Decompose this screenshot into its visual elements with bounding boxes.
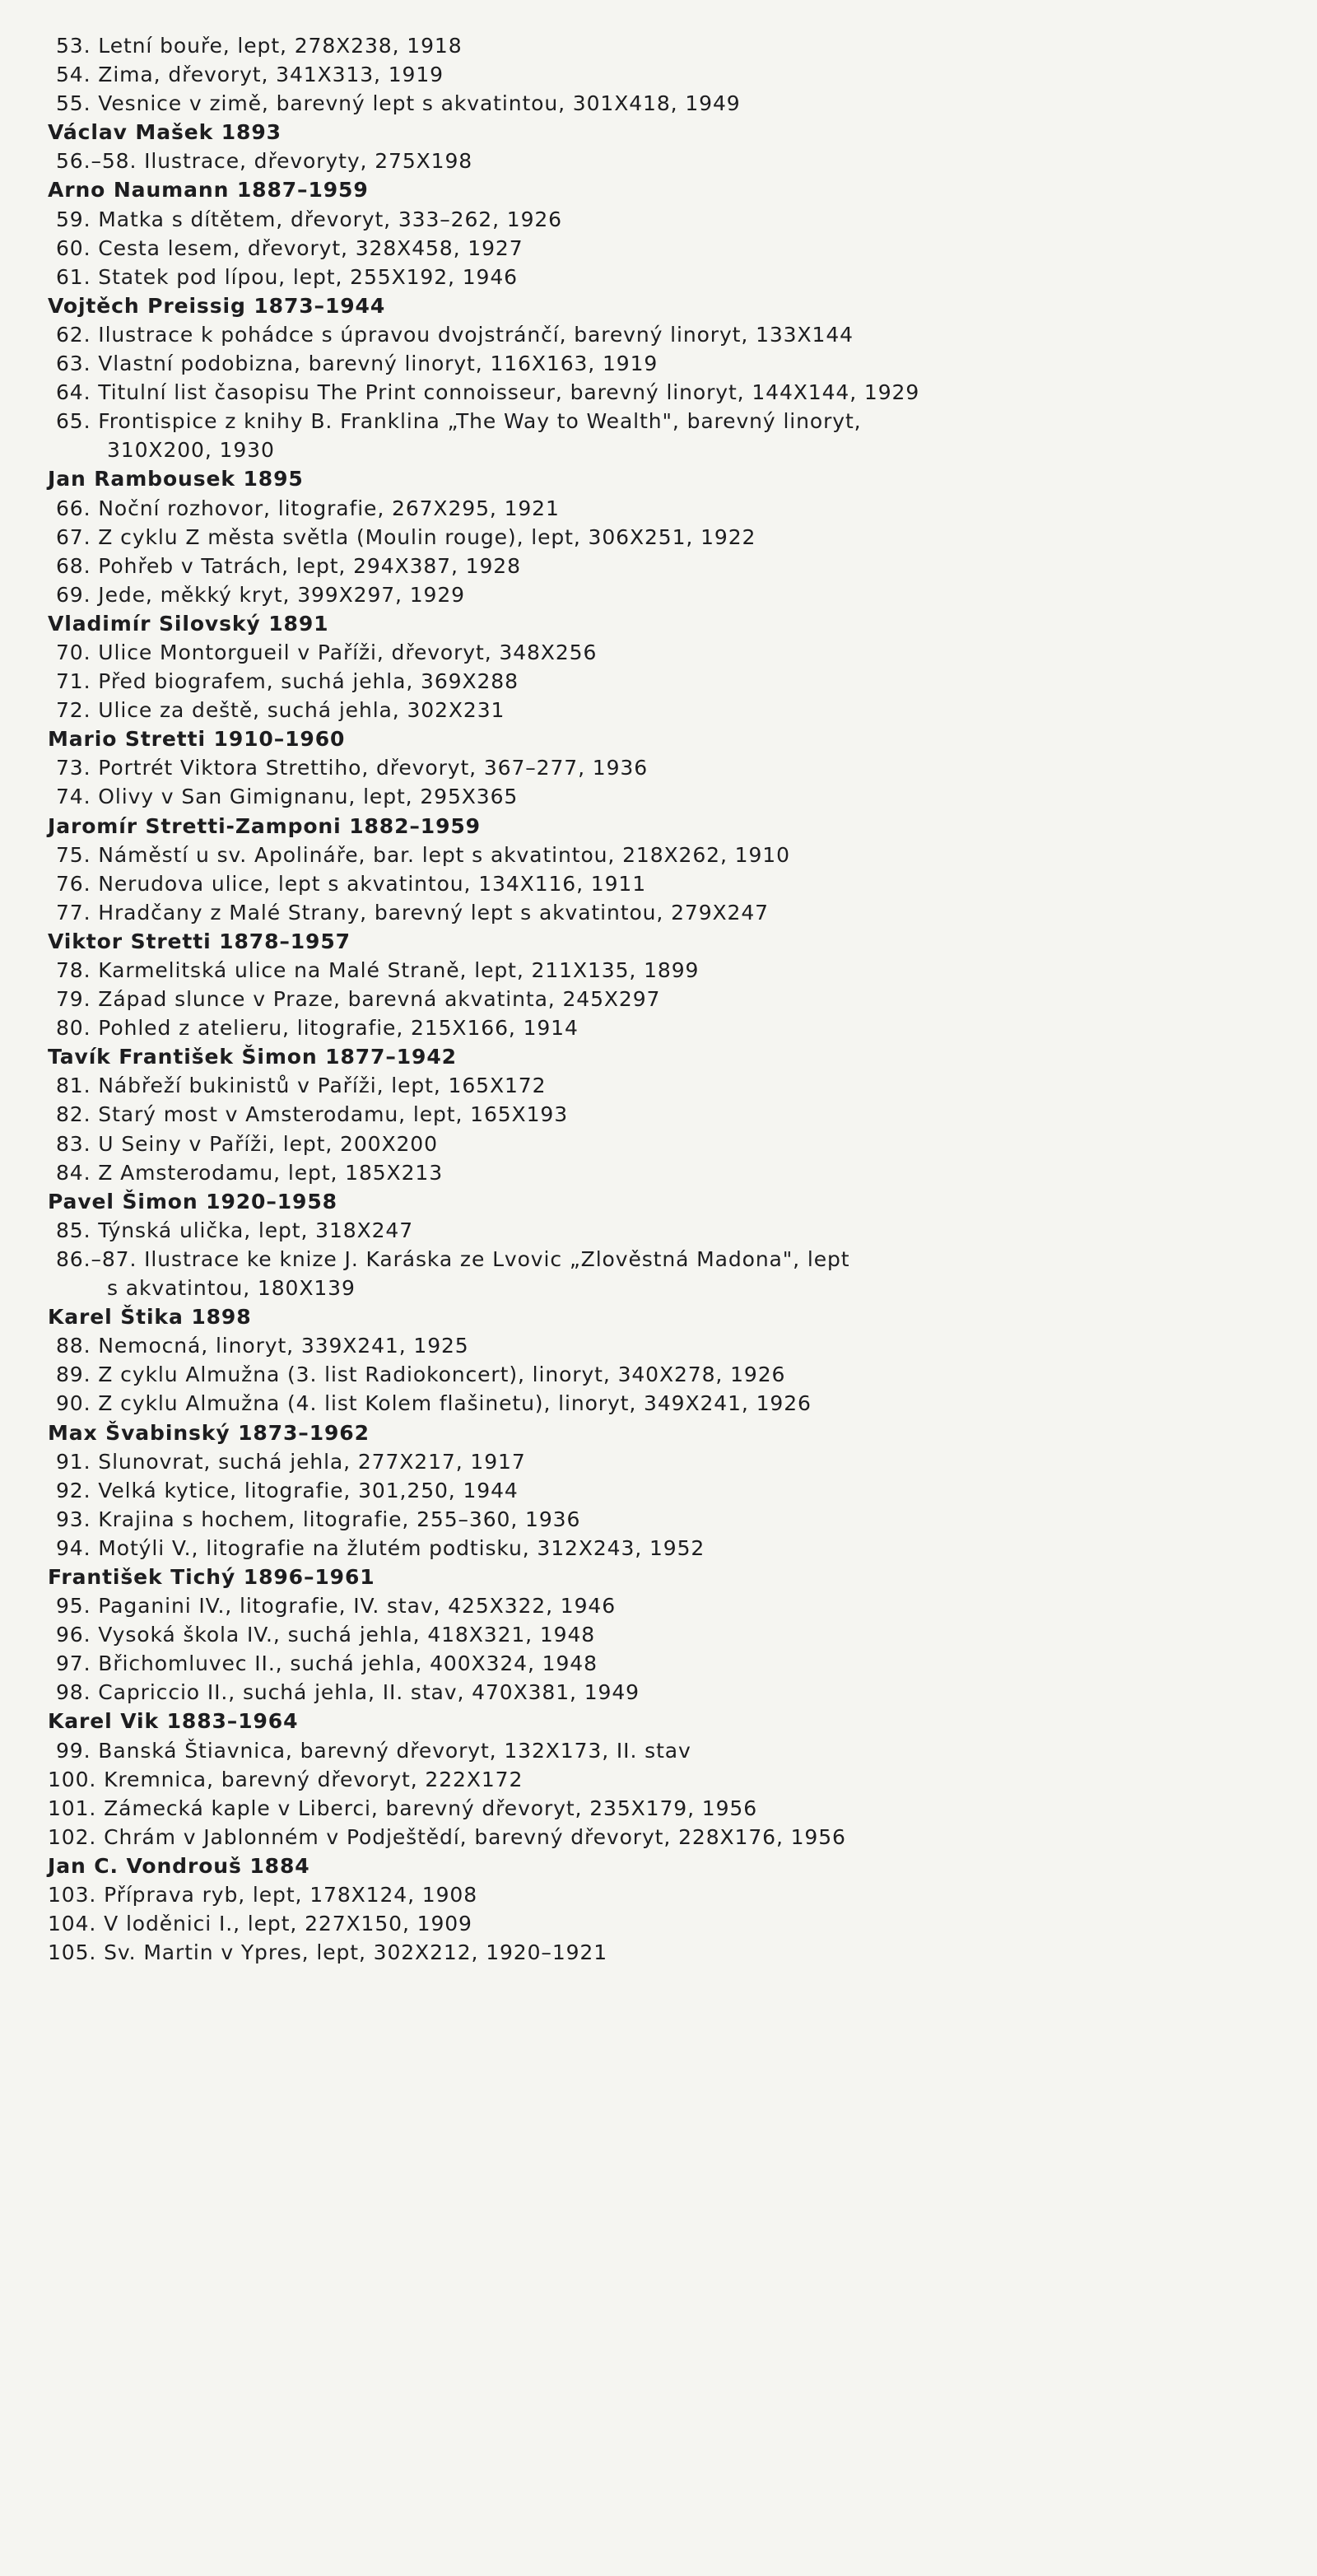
catalogue-entry: 63. Vlastní podobizna, barevný linoryt, 116X163, 1919 xyxy=(56,352,658,376)
catalogue-entry: 79. Západ slunce v Praze, barevná akvatinta, 245X297 xyxy=(56,987,661,1012)
catalogue-entry: 102. Chrám v Jablonném v Podještědí, barevný dřevoryt, 228X176, 1956 xyxy=(48,1824,846,1849)
catalogue-entry: 59. Matka s dítětem, dřevoryt, 333–262, 1926 xyxy=(56,207,562,231)
catalogue-entry: 74. Olivy v San Gimignanu, lept, 295X365 xyxy=(56,785,519,809)
catalogue-entry: 71. Před biografem, suchá jehla, 369X288 xyxy=(56,669,519,694)
catalogue-entry: 85. Týnská ulička, lept, 318X247 xyxy=(56,1218,414,1242)
artist-heading: Vojtěch Preissig 1873–1944 xyxy=(48,293,386,318)
catalogue-entry: 75. Náměstí u sv. Apolináře, bar. lept s akvatintou, 218X262, 1910 xyxy=(56,842,790,867)
catalogue-entry: 61. Statek pod lípou, lept, 255X192, 1946 xyxy=(56,264,518,289)
catalogue-entry: 95. Paganini IV., litografie, IV. stav, 425X322, 1946 xyxy=(56,1594,617,1619)
catalogue-entry: 77. Hradčany z Malé Strany, barevný lept s akvatintou, 279X247 xyxy=(56,900,769,925)
catalogue-entry: 53. Letní bouře, lept, 278X238, 1918 xyxy=(56,34,463,58)
catalogue-entry: 55. Vesnice v zimě, barevný lept s akvatintou, 301X418, 1949 xyxy=(56,91,741,116)
catalogue-entry: 88. Nemocná, linoryt, 339X241, 1925 xyxy=(56,1334,469,1358)
catalogue-entry: 101. Zámecká kaple v Liberci, barevný dřevoryt, 235X179, 1956 xyxy=(48,1796,758,1820)
catalogue-entry: 94. Motýli V., litografie na žlutém podtisku, 312X243, 1952 xyxy=(56,1535,705,1560)
catalogue-entry: 86.–87. Ilustrace ke knize J. Karáska ze Lvovic „Zlověstná Madona", lept xyxy=(56,1246,850,1271)
catalogue-entry: 98. Capriccio II., suchá jehla, II. stav, 470X381, 1949 xyxy=(56,1680,640,1705)
catalogue-entry: 76. Nerudova ulice, lept s akvatintou, 134X116, 1911 xyxy=(56,871,647,896)
catalogue-entry: 64. Titulní list časopisu The Print connoisseur, barevný linoryt, 144X144, 1929 xyxy=(56,380,920,405)
catalogue-entry: 100. Kremnica, barevný dřevoryt, 222X172 xyxy=(48,1767,524,1791)
catalogue-entry: 73. Portrét Viktora Strettiho, dřevoryt, 367–277, 1936 xyxy=(56,756,648,780)
catalogue-entry: 103. Příprava ryb, lept, 178X124, 1908 xyxy=(48,1883,478,1907)
artist-heading: Karel Štika 1898 xyxy=(48,1305,252,1330)
catalogue-entry: 82. Starý most v Amsterodamu, lept, 165X193 xyxy=(56,1102,569,1127)
catalogue-entry: 68. Pohřeb v Tatrách, lept, 294X387, 1928 xyxy=(56,553,521,578)
artist-heading: Václav Mašek 1893 xyxy=(48,120,282,145)
artist-heading: Mario Stretti 1910–1960 xyxy=(48,727,346,752)
catalogue-entry: 66. Noční rozhovor, litografie, 267X295, 1921 xyxy=(56,496,560,520)
catalogue-entry: 90. Z cyklu Almužna (4. list Kolem flašinetu), linoryt, 349X241, 1926 xyxy=(56,1391,812,1416)
catalogue-entry: 62. Ilustrace k pohádce s úpravou dvojstránčí, barevný linoryt, 133X144 xyxy=(56,322,854,347)
catalogue-entry: 84. Z Amsterodamu, lept, 185X213 xyxy=(56,1160,443,1185)
artist-heading: Tavík František Šimon 1877–1942 xyxy=(48,1045,457,1069)
catalogue-entry: 78. Karmelitská ulice na Malé Straně, lept, 211X135, 1899 xyxy=(56,958,700,982)
catalogue-entry-continuation: s akvatintou, 180X139 xyxy=(107,1276,356,1301)
catalogue-entry: 65. Frontispice z knihy B. Franklina „The Way to Wealth", barevný linoryt, xyxy=(56,409,862,434)
catalogue-entry: 91. Slunovrat, suchá jehla, 277X217, 1917 xyxy=(56,1449,526,1474)
artist-heading: Max Švabinský 1873–1962 xyxy=(48,1420,370,1445)
catalogue-entry: 93. Krajina s hochem, litografie, 255–360, 1936 xyxy=(56,1507,581,1531)
artist-heading: Vladimír Silovský 1891 xyxy=(48,611,329,636)
artist-heading: Arno Naumann 1887–1959 xyxy=(48,178,369,203)
catalogue-entry-continuation: 310X200, 1930 xyxy=(107,438,275,463)
catalogue-entry: 83. U Seiny v Paříži, lept, 200X200 xyxy=(56,1131,438,1156)
catalogue-entry: 89. Z cyklu Almužna (3. list Radiokoncert), linoryt, 340X278, 1926 xyxy=(56,1363,786,1387)
catalogue-entry: 69. Jede, měkký kryt, 399X297, 1929 xyxy=(56,582,465,607)
catalogue-entry: 72. Ulice za deště, suchá jehla, 302X231 xyxy=(56,698,505,723)
catalogue-entry: 70. Ulice Montorgueil v Paříži, dřevoryt, 348X256 xyxy=(56,640,598,664)
catalogue-entry: 60. Cesta lesem, dřevoryt, 328X458, 1927 xyxy=(56,235,524,260)
catalogue-entry: 92. Velká kytice, litografie, 301,250, 1944 xyxy=(56,1478,519,1502)
catalogue-entry: 104. V loděnici I., lept, 227X150, 1909 xyxy=(48,1912,472,1936)
catalogue-entry: 96. Vysoká škola IV., suchá jehla, 418X321, 1948 xyxy=(56,1623,596,1647)
catalogue-entry: 99. Banská Štiavnica, barevný dřevoryt, 132X173, II. stav xyxy=(56,1738,691,1763)
artist-heading: Jan Rambousek 1895 xyxy=(48,467,304,491)
artist-heading: Pavel Šimon 1920–1958 xyxy=(48,1189,337,1213)
catalogue-entry: 80. Pohled z atelieru, litografie, 215X166, 1914 xyxy=(56,1016,579,1041)
artist-heading: Viktor Stretti 1878–1957 xyxy=(48,929,351,953)
artist-heading: Jan C. Vondrouš 1884 xyxy=(48,1853,310,1878)
artist-heading: Jaromír Stretti-Zamponi 1882–1959 xyxy=(48,813,481,838)
artist-heading: František Tichý 1896–1961 xyxy=(48,1564,375,1589)
catalogue-entry: 97. Břichomluvec II., suchá jehla, 400X324, 1948 xyxy=(56,1651,598,1676)
artist-heading: Karel Vik 1883–1964 xyxy=(48,1709,299,1734)
catalogue-entry: 105. Sv. Martin v Ypres, lept, 302X212, 1920–1921 xyxy=(48,1940,608,1965)
catalogue-entry: 67. Z cyklu Z města světla (Moulin rouge), lept, 306X251, 1922 xyxy=(56,524,756,549)
catalogue-entry: 56.–58. Ilustrace, dřevoryty, 275X198 xyxy=(56,149,473,174)
catalogue-entry: 81. Nábřeží bukinistů v Paříži, lept, 165X172 xyxy=(56,1074,547,1098)
catalogue-entry: 54. Zima, dřevoryt, 341X313, 1919 xyxy=(56,63,444,87)
